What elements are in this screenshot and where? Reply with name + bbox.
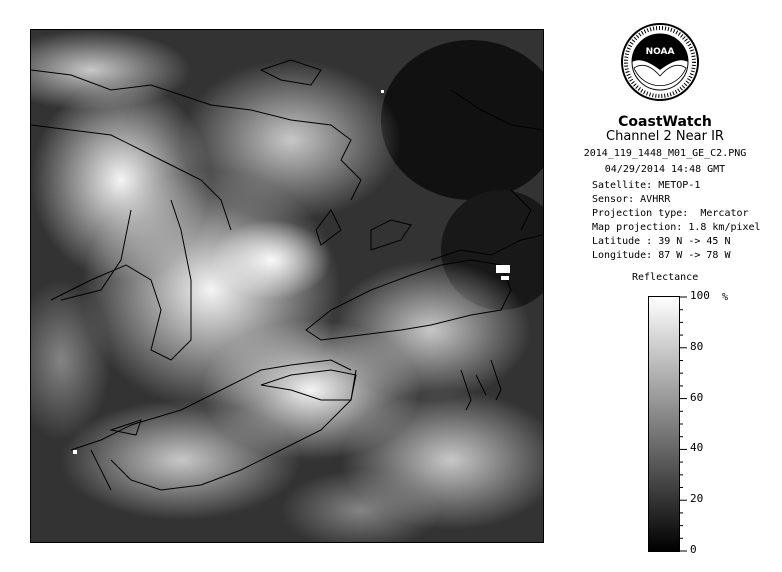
brand-title: CoastWatch — [618, 114, 712, 130]
colorbar-tick-label: 40 — [690, 441, 704, 455]
colorbar-tick-label: 100 — [690, 289, 710, 302]
colorbar-tick-label: 20 — [690, 492, 704, 506]
projection-type-text: Projection type: Mercator — [592, 208, 749, 219]
longitude-text: Longitude: 87 W -> 78 W — [592, 250, 731, 261]
filename-text: 2014_119_1448_M01_GE_C2.PNG — [583, 148, 747, 159]
channel-title: Channel 2 Near IR — [606, 129, 724, 144]
satellite-image-svg — [31, 30, 543, 542]
latitude-text: Latitude : 39 N -> 45 N — [592, 236, 731, 247]
datetime-text: 04/29/2014 14:48 GMT — [604, 164, 726, 175]
colorbar-unit: % — [722, 292, 729, 303]
sensor-text: Sensor: AVHRR — [592, 194, 671, 205]
colorbar — [648, 296, 680, 552]
noaa-logo — [620, 20, 700, 110]
satellite-text: Satellite: METOP-1 — [592, 180, 701, 191]
logo-text: NOAA — [645, 47, 675, 57]
colorbar-ticks — [679, 296, 749, 552]
satellite-image — [30, 29, 544, 543]
colorbar-title: Reflectance — [632, 272, 699, 283]
colorbar-tick-label: 60 — [690, 390, 704, 404]
colorbar-tick-label: 80 — [690, 339, 704, 353]
colorbar-tick-label: 0 — [690, 543, 697, 556]
map-projection-text: Map projection: 1.8 km/pixel — [592, 222, 761, 233]
